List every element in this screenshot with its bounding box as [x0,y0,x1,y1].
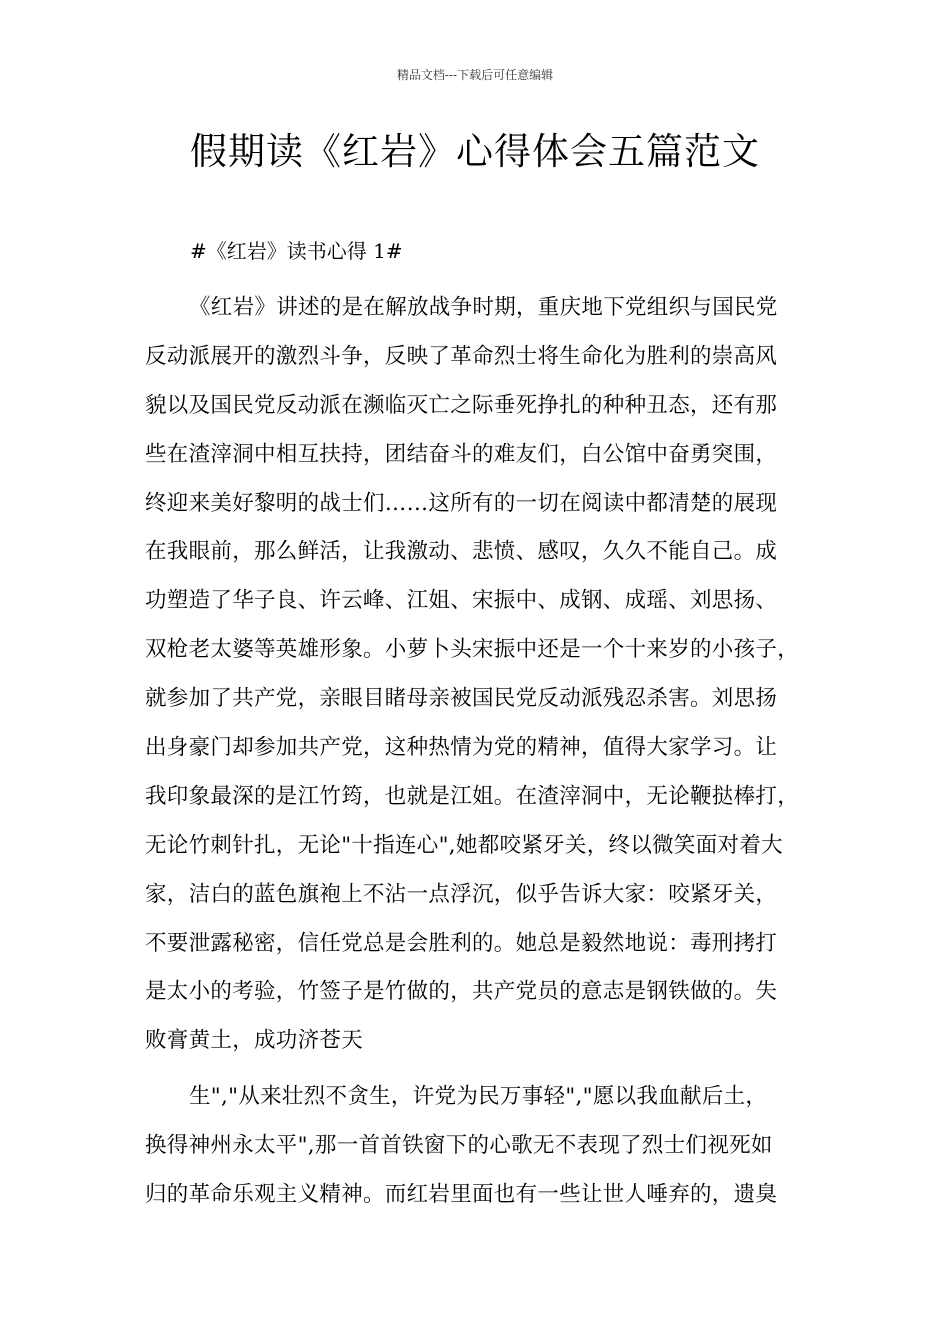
paragraph-line: 败膏黄土，成功济苍天 [145,1028,364,1054]
paragraph-line: 在我眼前，那么鲜活，让我激动、悲愤、感叹，久久不能自己。成 [145,539,778,565]
paragraph-line: 反动派展开的激烈斗争，反映了革命烈士将生命化为胜利的崇高风 [145,343,778,369]
paragraph-1 [145,284,825,1066]
header-note: 精品文档---下载后可任意编辑 [396,68,554,82]
paragraph-line: 双枪老太婆等英雄形象。小萝卜头宋振中还是一个十来岁的小孩子， [145,637,800,663]
paragraph-line: 换得神州永太平",那一首首铁窗下的心歌无不表现了烈士们视死如 [145,1132,773,1158]
paragraph-line: 我印象最深的是江竹筠，也就是江姐。在渣滓洞中，无论鞭挞棒打， [145,783,800,809]
paragraph-line: 是太小的考验，竹签子是竹做的，共产党员的意志是钢铁做的。失 [145,979,778,1005]
paragraph-line: 不要泄露秘密，信任党总是会胜利的。她总是毅然地说：毒刑拷打 [145,930,778,956]
paragraph-line: 些在渣滓洞中相互扶持，团结奋斗的难友们，白公馆中奋勇突围， [145,441,778,467]
paragraph-line: 就参加了共产党，亲眼目睹母亲被国民党反动派残忍杀害。刘思扬 [145,686,778,712]
paragraph-2 [145,1073,825,1220]
paragraph-line: 家，洁白的蓝色旗袍上不沾一点浮沉，似乎告诉大家：咬紧牙关， [145,881,778,907]
paragraph-line: 功塑造了华子良、许云峰、江姐、宋振中、成钢、成瑶、刘思扬、 [145,588,778,614]
paragraph-line: 貌以及国民党反动派在濒临灭亡之际垂死挣扎的种种丑态，还有那 [145,392,778,418]
paragraph-line: 《红岩》讲述的是在解放战争时期，重庆地下党组织与国民党 [189,295,778,320]
paragraph-line: 无论竹刺针扎，无论"十指连心",她都咬紧牙关，终以微笑面对着大 [145,832,783,858]
section-heading: #《红岩》读书心得 1# [190,239,403,263]
paragraph-line: 归的革命乐观主义精神。而红岩里面也有一些让世人唾弃的，遗臭 [145,1181,778,1207]
paragraph-line: 生","从来壮烈不贪生，许党为民万事轻","愿以我血献后土， [189,1084,768,1109]
document-title: 假期读《红岩》心得体会五篇范文 [190,130,760,173]
paragraph-line: 出身豪门却参加共产党，这种热情为党的精神，值得大家学习。让 [145,735,778,761]
paragraph-line: 终迎来美好黎明的战士们……这所有的一切在阅读中都清楚的展现 [145,490,778,516]
